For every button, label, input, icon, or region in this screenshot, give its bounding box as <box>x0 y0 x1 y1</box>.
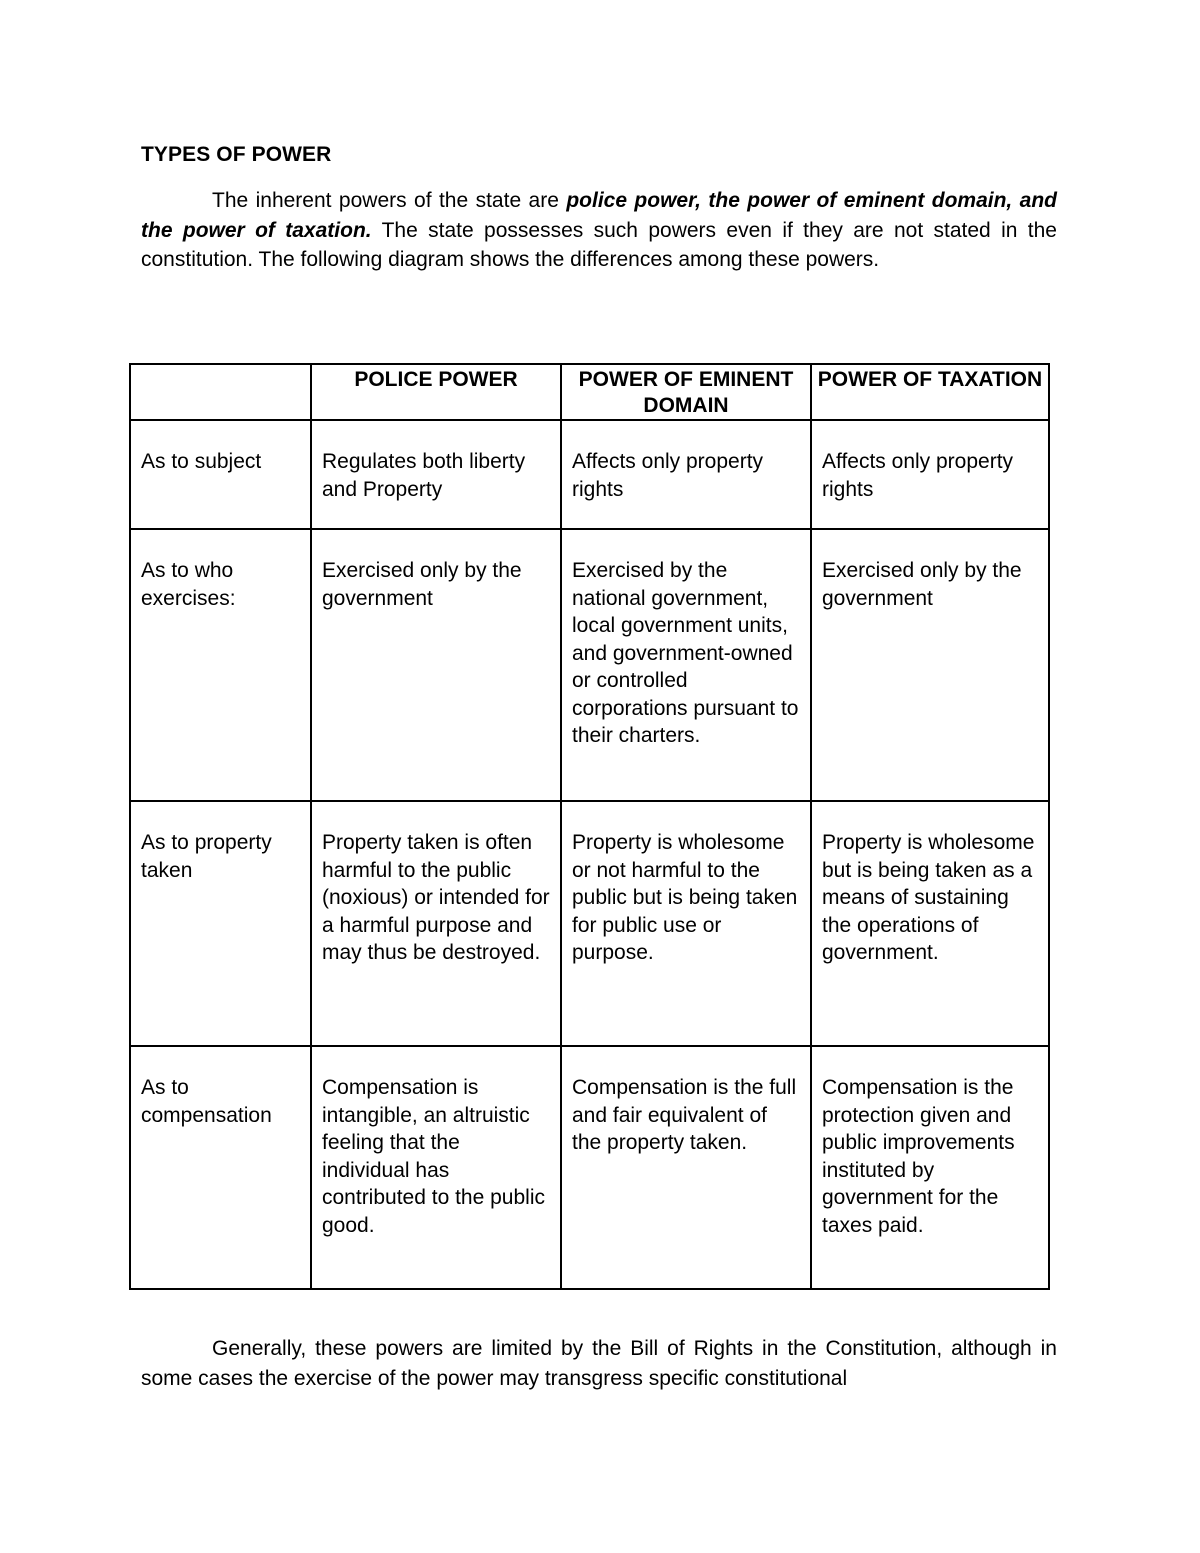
intro-paragraph <box>141 186 1057 275</box>
cell-eminent-compensation: Compensation is the full and fair equivalent of the property taken. <box>561 1046 811 1289</box>
closing-text: Generally, these powers are limited by the Bill of Rights in the Constitution, although in some cases the exercise of the power may transgress specific constitutional <box>141 1337 1057 1390</box>
table-row <box>130 801 1049 1046</box>
cell-taxation-who-exercises: Exercised only by the government <box>811 529 1049 801</box>
row-label-compensation: As to compensation <box>130 1046 311 1289</box>
row-label-who-exercises: As to who exercises: <box>130 529 311 801</box>
table-row <box>130 420 1049 529</box>
section-heading: TYPES OF POWER <box>141 143 332 166</box>
intro-rest-text: The state possesses such powers even if they are not stated in the constitution. The following diagram shows the differences among these powers. <box>141 218 1057 271</box>
cell-eminent-subject: Affects only property rights <box>561 420 811 529</box>
cell-police-who-exercises: Exercised only by the government <box>311 529 561 801</box>
header-cell-blank <box>130 364 311 420</box>
intro-emphasis-text: police power, the power of eminent domain, and the power of taxation. <box>141 189 1058 242</box>
closing-paragraph <box>141 1334 1057 1393</box>
header-cell-eminent-domain: POWER OF EMINENT DOMAIN <box>561 364 811 420</box>
cell-eminent-who-exercises: Exercised by the national government, local government units, and government-owned or controlled corporations pursuant to their charters. <box>561 529 811 801</box>
header-cell-police-power: POLICE POWER <box>311 364 561 420</box>
row-label-subject: As to subject <box>130 420 311 529</box>
cell-taxation-property-taken: Property is wholesome but is being taken as a means of sustaining the operations of government. <box>811 801 1049 1046</box>
cell-police-compensation: Compensation is intangible, an altruistic feeling that the individual has contributed to the public good. <box>311 1046 561 1289</box>
cell-taxation-subject: Affects only property rights <box>811 420 1049 529</box>
cell-taxation-compensation: Compensation is the protection given and public improvements instituted by government for the taxes paid. <box>811 1046 1049 1289</box>
cell-police-property-taken: Property taken is often harmful to the public (noxious) or intended for a harmful purpose and may thus be destroyed. <box>311 801 561 1046</box>
powers-comparison-table <box>129 363 1050 1290</box>
row-label-property-taken: As to property taken <box>130 801 311 1046</box>
header-cell-taxation: POWER OF TAXATION <box>811 364 1049 420</box>
table-row <box>130 529 1049 801</box>
table-row <box>130 1046 1049 1289</box>
table-header-row <box>130 364 1049 420</box>
cell-police-subject: Regulates both liberty and Property <box>311 420 561 529</box>
cell-eminent-property-taken: Property is wholesome or not harmful to the public but is being taken for public use or purpose. <box>561 801 811 1046</box>
intro-lead-text: The inherent powers of the state are <box>212 189 567 212</box>
